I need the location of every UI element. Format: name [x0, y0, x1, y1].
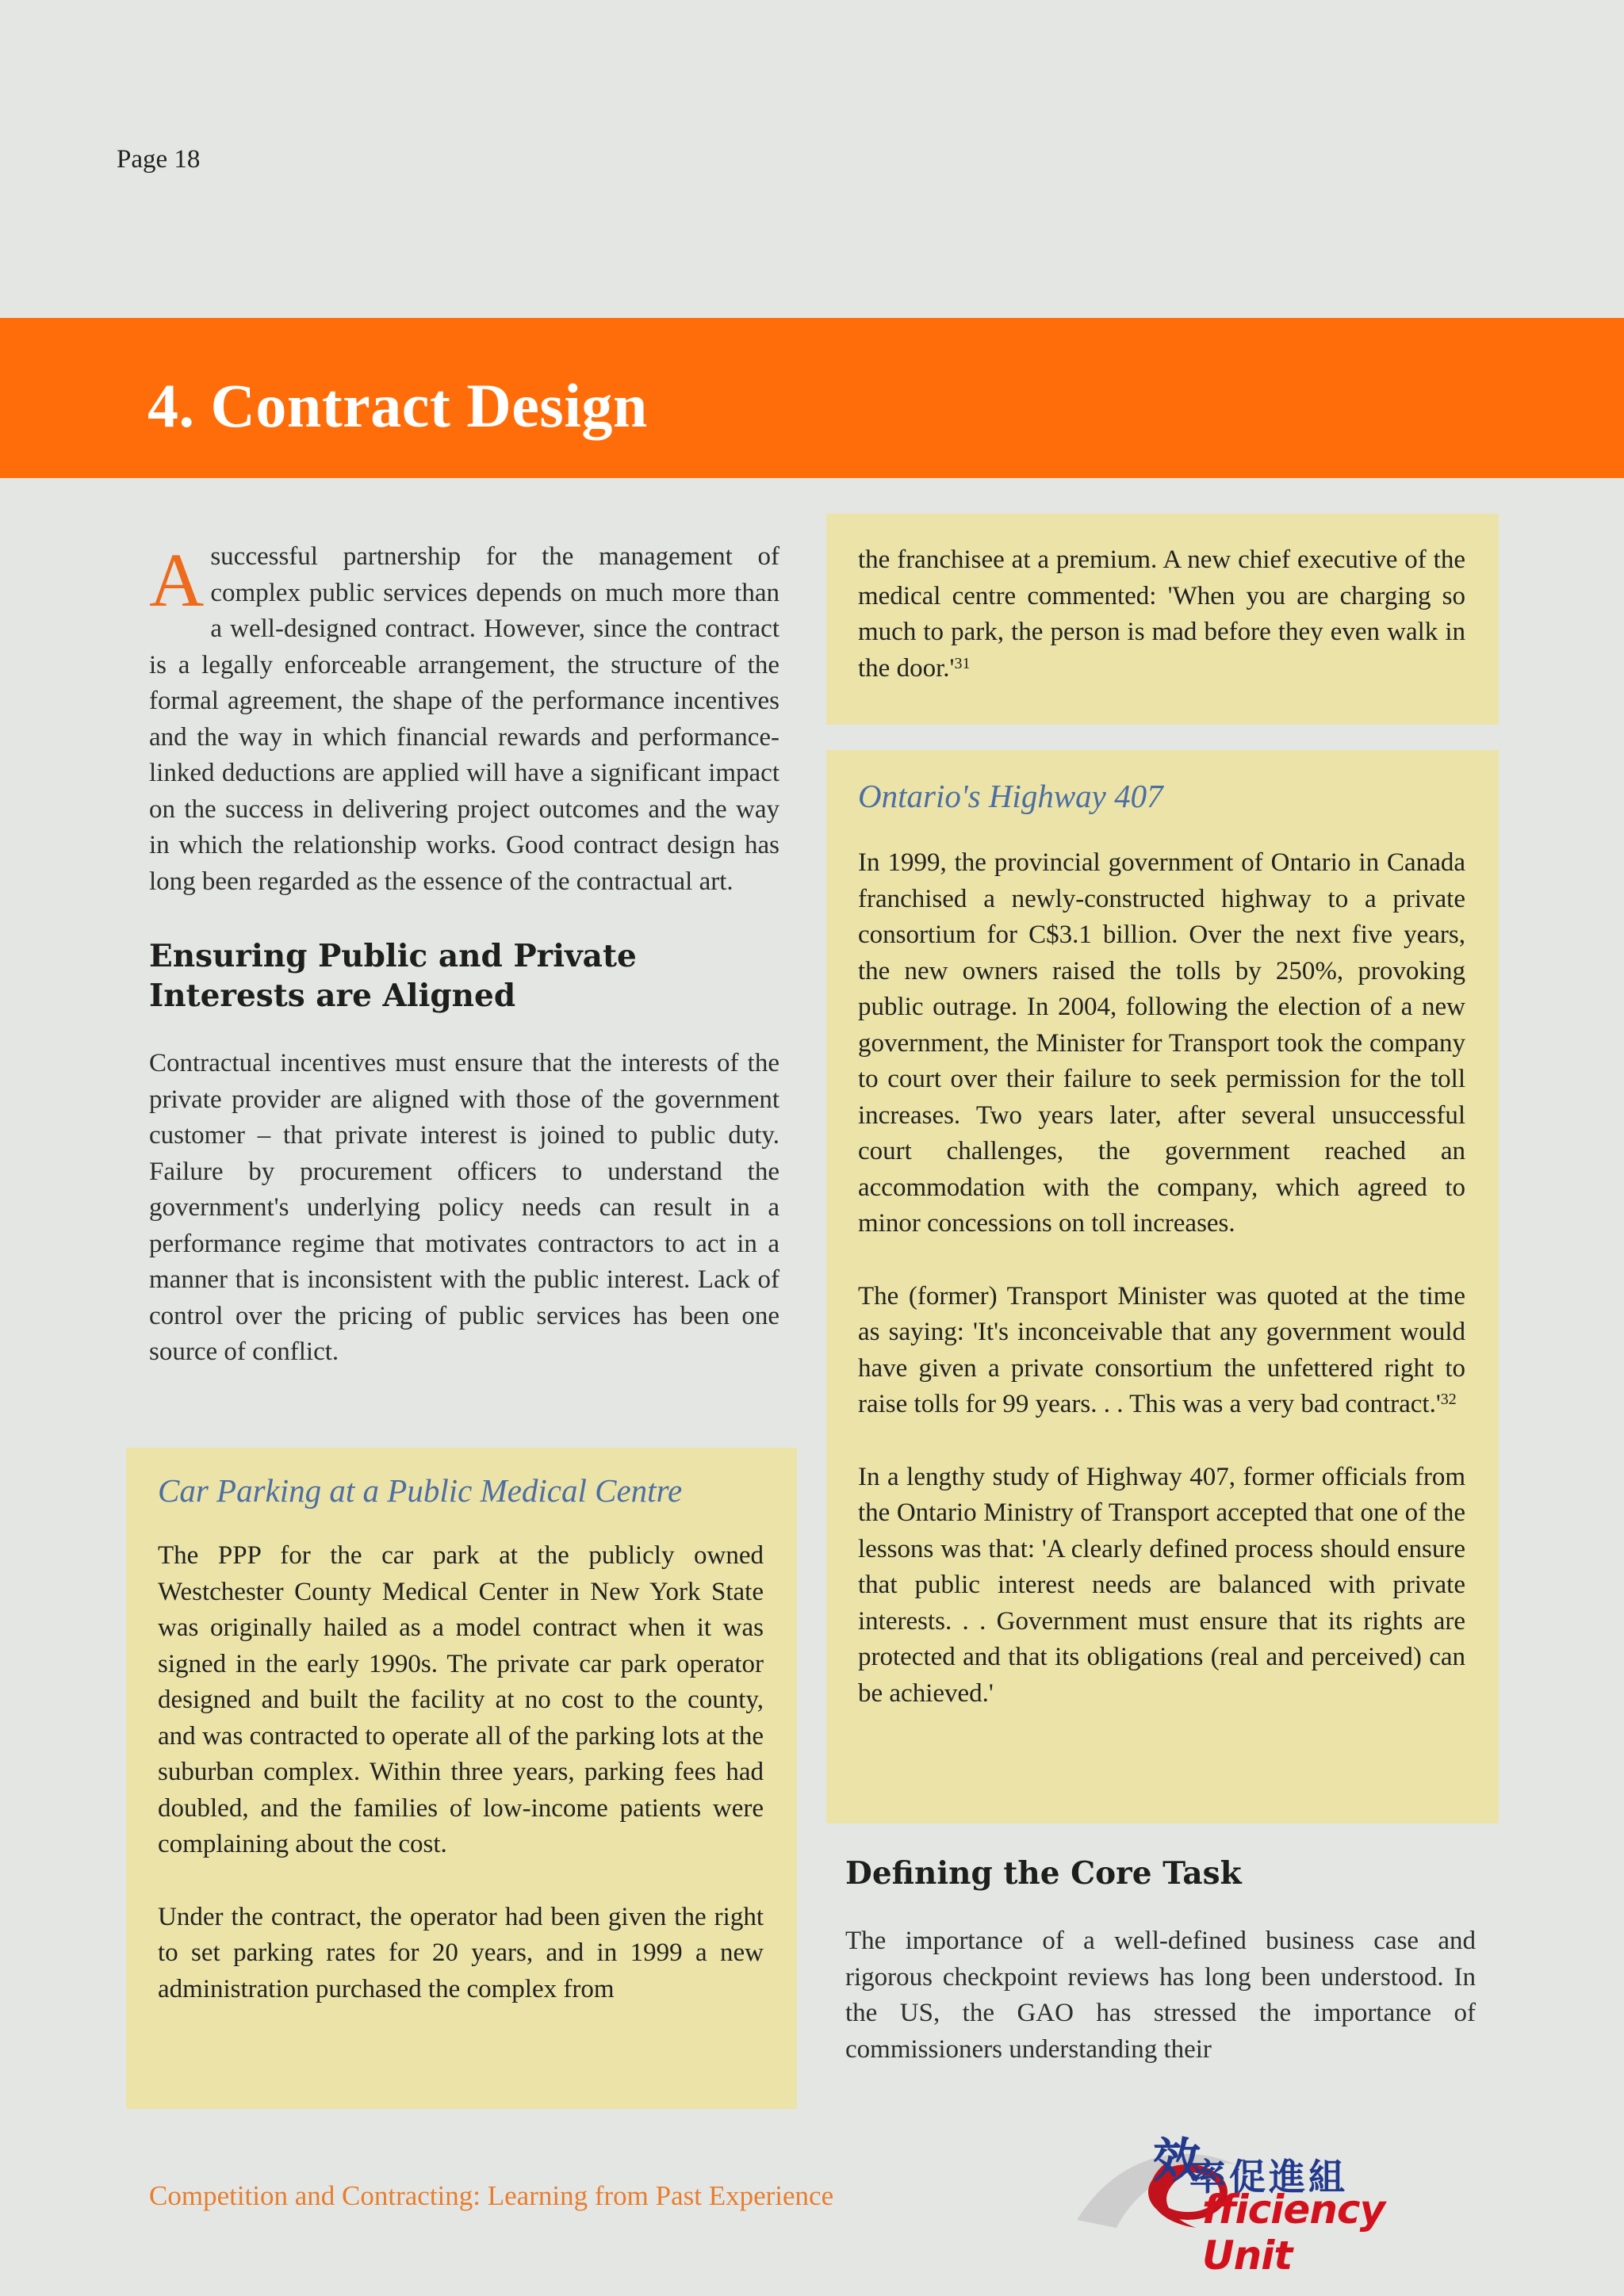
case-paragraph-highway-2 [858, 1279, 1465, 1423]
case-paragraph-car-parking-continued [858, 542, 1465, 687]
case-box-car-parking [126, 1448, 797, 2109]
intro-paragraph [149, 539, 779, 900]
case-paragraph-car-parking-1: The PPP for the car park at the publicly owned Westchester County Medical Center in New York State was originally hailed as a model contract when it was signed in the early 1990s. The private car park operator designed and built the facility at no cost to the county, and was contracted to operate all of the parking lots at the suburban complex. Within three years, parking fees had doubled, and the families of low-income patients were complaining about the cost. [158, 1541, 764, 1858]
case-paragraph-highway-3: In a lengthy study of Highway 407, former officials from the Ontario Ministry of Transport accepted that one of the lessons was that: 'A clearly defined process should ensure that public interest needs are balanced with private interests. . . Government must ensure that its rights are protected and that its obligations (real and perceived) can be achieved.' [858, 1462, 1465, 1708]
logo-character: 效 [1153, 2133, 1201, 2189]
section-paragraph-core-task: The importance of a well-defined business case and rigorous checkpoint reviews has long been understood. In the US, the GAO has stressed the importance of commissioners understanding their [845, 1927, 1476, 2064]
left-column [149, 539, 779, 1371]
case-title-car-parking: Car Parking at a Public Medical Centre [158, 1472, 683, 1509]
chapter-title: 4. Contract Design [147, 371, 648, 440]
section-paragraph-aligned: Contractual incentives must ensure that the interests of the private provider are aligned with those of the government customer – that private interest is joined to public duty. Failure by procurement officers to understand the government's underlying policy needs can result in a performance regime that motivates contractors to act in a manner that is inconsistent with the public interest. Lack of control over the pricing of public services has been one source of conflict. [149, 1049, 779, 1366]
section-heading-core-task: Defining the Core Task [845, 1855, 1242, 1892]
case-paragraph-car-parking-2: Under the contract, the operator had been given the right to set parking rates for 20 years, and in 1999 a new administration purchased the complex from [158, 1902, 764, 2003]
case-paragraph-highway-1: In 1999, the provincial government of Ontario in Canada franchised a newly-constructed highway to a private consortium for C$3.1 billion. Over the next five years, the new owners raised the tolls by 250%, provoking public outrage. In 2004, following the election of a new government, the Minister for Transport took the company to court over their failure to seek permission for the toll increases. Two years later, after several unsuccessful court challenges, the government reached an accommodation with the company, which agreed to minor concessions on toll increases. [858, 848, 1465, 1238]
footer-publication-title: Competition and Contracting: Learning from Past Experience [149, 2180, 834, 2211]
continuation-text: the franchisee at a premium. A new chief executive of the medical centre commented: 'When you are charging so much to park, the person is mad before they even walk in the door.' [858, 545, 1465, 683]
footnote-31: 31 [954, 654, 971, 672]
intro-text: successful partnership for the management of complex public services depends on much more than a well-designed contract. However, since the contract is a legally enforceable arrangement, the structure of the formal agreement, the shape of the performance incentives and the way in which financial rewards and performance-linked deductions are applied will have a significant impact on the success in delivering project outcomes and the way in which the relationship works. Good contract design has long been regarded as the essence of the contractual art. [149, 542, 779, 896]
logo-english-text: fficiency Unit [1202, 2187, 1385, 2279]
page-number: Page 18 [117, 145, 201, 174]
case-box-car-parking-continued [826, 514, 1499, 725]
chapter-banner [0, 318, 1624, 478]
efficiency-unit-logo [1069, 2109, 1473, 2279]
case-box-highway-407 [826, 750, 1499, 1823]
logo-chinese-text: 率促進組 [1189, 2156, 1348, 2198]
highway-quote-text: The (former) Transport Minister was quoted at the time as saying: 'It's inconceivable that any government would have given a private consortium the unfettered right to raise tolls for 99 years. . . This was a very bad contract.' [858, 1281, 1465, 1418]
case-title-highway-407: Ontario's Highway 407 [858, 778, 1163, 814]
section-heading-aligned: Ensuring Public and Private Interests are Aligned [149, 938, 637, 1014]
footnote-32: 32 [1440, 1391, 1457, 1408]
drop-cap: A [149, 538, 205, 622]
section-core-task [845, 1854, 1476, 2068]
